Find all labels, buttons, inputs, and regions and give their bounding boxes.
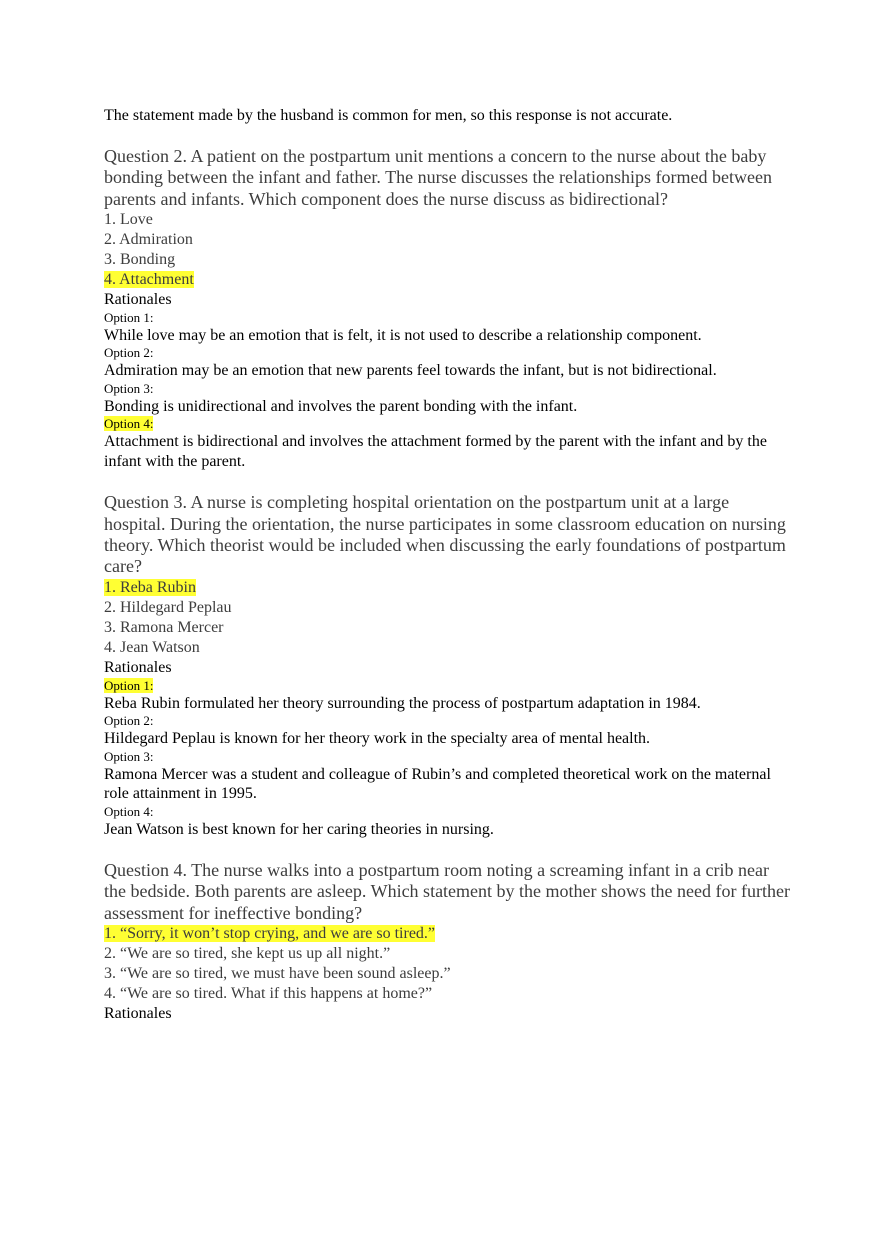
answer-option-text: 3. “We are so tired, we must have been sound asleep.” xyxy=(104,964,451,982)
answer-option xyxy=(104,984,794,1004)
rationale-text: Bonding is unidirectional and involves the parent bonding with the infant. xyxy=(104,397,578,415)
rationale-text: Admiration may be an emotion that new parents feel towards the infant, but is not bidirectional. xyxy=(104,362,717,380)
rationale-label xyxy=(104,345,794,361)
answer-option xyxy=(104,230,794,250)
answer-option-correct xyxy=(104,578,794,598)
rationale-text: Reba Rubin formulated her theory surrounding the process of postpartum adaptation in 1984. xyxy=(104,694,701,712)
question-stem: Question 4. The nurse walks into a postpartum room noting a screaming infant in a crib near the bedside. Both parents are asleep. Which statement by the mother shows the need for further assessment for ineffective bonding? xyxy=(104,860,790,923)
question-block xyxy=(104,860,794,1024)
rationale-label-text: Option 1: xyxy=(104,309,154,325)
rationale-label xyxy=(104,310,794,326)
answer-option-text: 4. Jean Watson xyxy=(104,638,200,656)
question-block xyxy=(104,492,794,839)
spacer xyxy=(104,125,794,146)
rationale-label xyxy=(104,749,794,765)
rationale-text: Hildegard Peplau is known for her theory work in the specialty area of mental health. xyxy=(104,730,651,748)
intro-text: The statement made by the husband is common for men, so this response is not accurate. xyxy=(104,107,673,124)
rationale-text: Jean Watson is best known for her caring theories in nursing. xyxy=(104,820,494,838)
rationale-label xyxy=(104,678,794,694)
answer-option-correct xyxy=(104,924,794,944)
answer-option xyxy=(104,618,794,638)
correct-answer-highlight: 1. “Sorry, it won’t stop crying, and we are so tired.” xyxy=(104,924,436,942)
answer-option-correct xyxy=(104,270,794,290)
rationale-text: Ramona Mercer was a student and colleague of Rubin’s and completed theoretical work on the maternal role attainment in 1995. xyxy=(104,765,771,803)
question-stem: Question 2. A patient on the postpartum unit mentions a concern to the nurse about the baby bonding between the infant and father. The nurse discusses the relationships formed between parents and infants. Which component does the nurse discuss as bidirectional? xyxy=(104,146,772,209)
correct-answer-highlight: 4. Attachment xyxy=(104,270,194,288)
rationale-label-text: Option 2: xyxy=(104,713,154,729)
answer-option xyxy=(104,210,794,230)
question-stem: Question 3. A nurse is completing hospital orientation on the postpartum unit at a large hospital. During the orientation, the nurse participates in some classroom education on nursing theory. Which theorist would be included when discussing the early foundations of postpartum care? xyxy=(104,492,786,577)
answer-option-text: 2. Admiration xyxy=(104,230,193,248)
answer-option xyxy=(104,598,794,618)
answer-option xyxy=(104,250,794,270)
rationales-heading: Rationales xyxy=(104,658,172,676)
answer-option-text: 1. Love xyxy=(104,210,153,228)
rationale-label xyxy=(104,713,794,729)
rationale-label xyxy=(104,416,794,432)
rationales-heading: Rationales xyxy=(104,290,172,308)
correct-answer-highlight: 1. Reba Rubin xyxy=(104,578,196,596)
answer-option-text: 3. Bonding xyxy=(104,250,176,268)
rationales-heading: Rationales xyxy=(104,1004,172,1022)
rationale-label xyxy=(104,804,794,820)
answer-option-text: 2. Hildegard Peplau xyxy=(104,598,232,616)
rationale-label-text: Option 3: xyxy=(104,748,154,764)
answer-option xyxy=(104,964,794,984)
rationale-label-highlight: Option 1: xyxy=(104,677,154,693)
answer-option-text: 4. “We are so tired. What if this happens at home?” xyxy=(104,984,433,1002)
answer-option xyxy=(104,944,794,964)
rationale-label xyxy=(104,381,794,397)
rationale-label-text: Option 3: xyxy=(104,380,154,396)
spacer xyxy=(104,471,794,492)
rationale-text: While love may be an emotion that is felt, it is not used to describe a relationship component. xyxy=(104,326,702,344)
answer-option-text: 3. Ramona Mercer xyxy=(104,618,224,636)
rationale-text: Attachment is bidirectional and involves the attachment formed by the parent with the infant and by the infant with the parent. xyxy=(104,433,767,470)
rationale-label-text: Option 2: xyxy=(104,345,154,361)
spacer xyxy=(104,839,794,860)
question-block xyxy=(104,146,794,471)
rationale-label-highlight: Option 4: xyxy=(104,416,154,432)
document-page xyxy=(104,106,794,1024)
rationale-label-text: Option 4: xyxy=(104,803,154,819)
answer-option xyxy=(104,638,794,658)
answer-option-text: 2. “We are so tired, she kept us up all night.” xyxy=(104,944,391,962)
